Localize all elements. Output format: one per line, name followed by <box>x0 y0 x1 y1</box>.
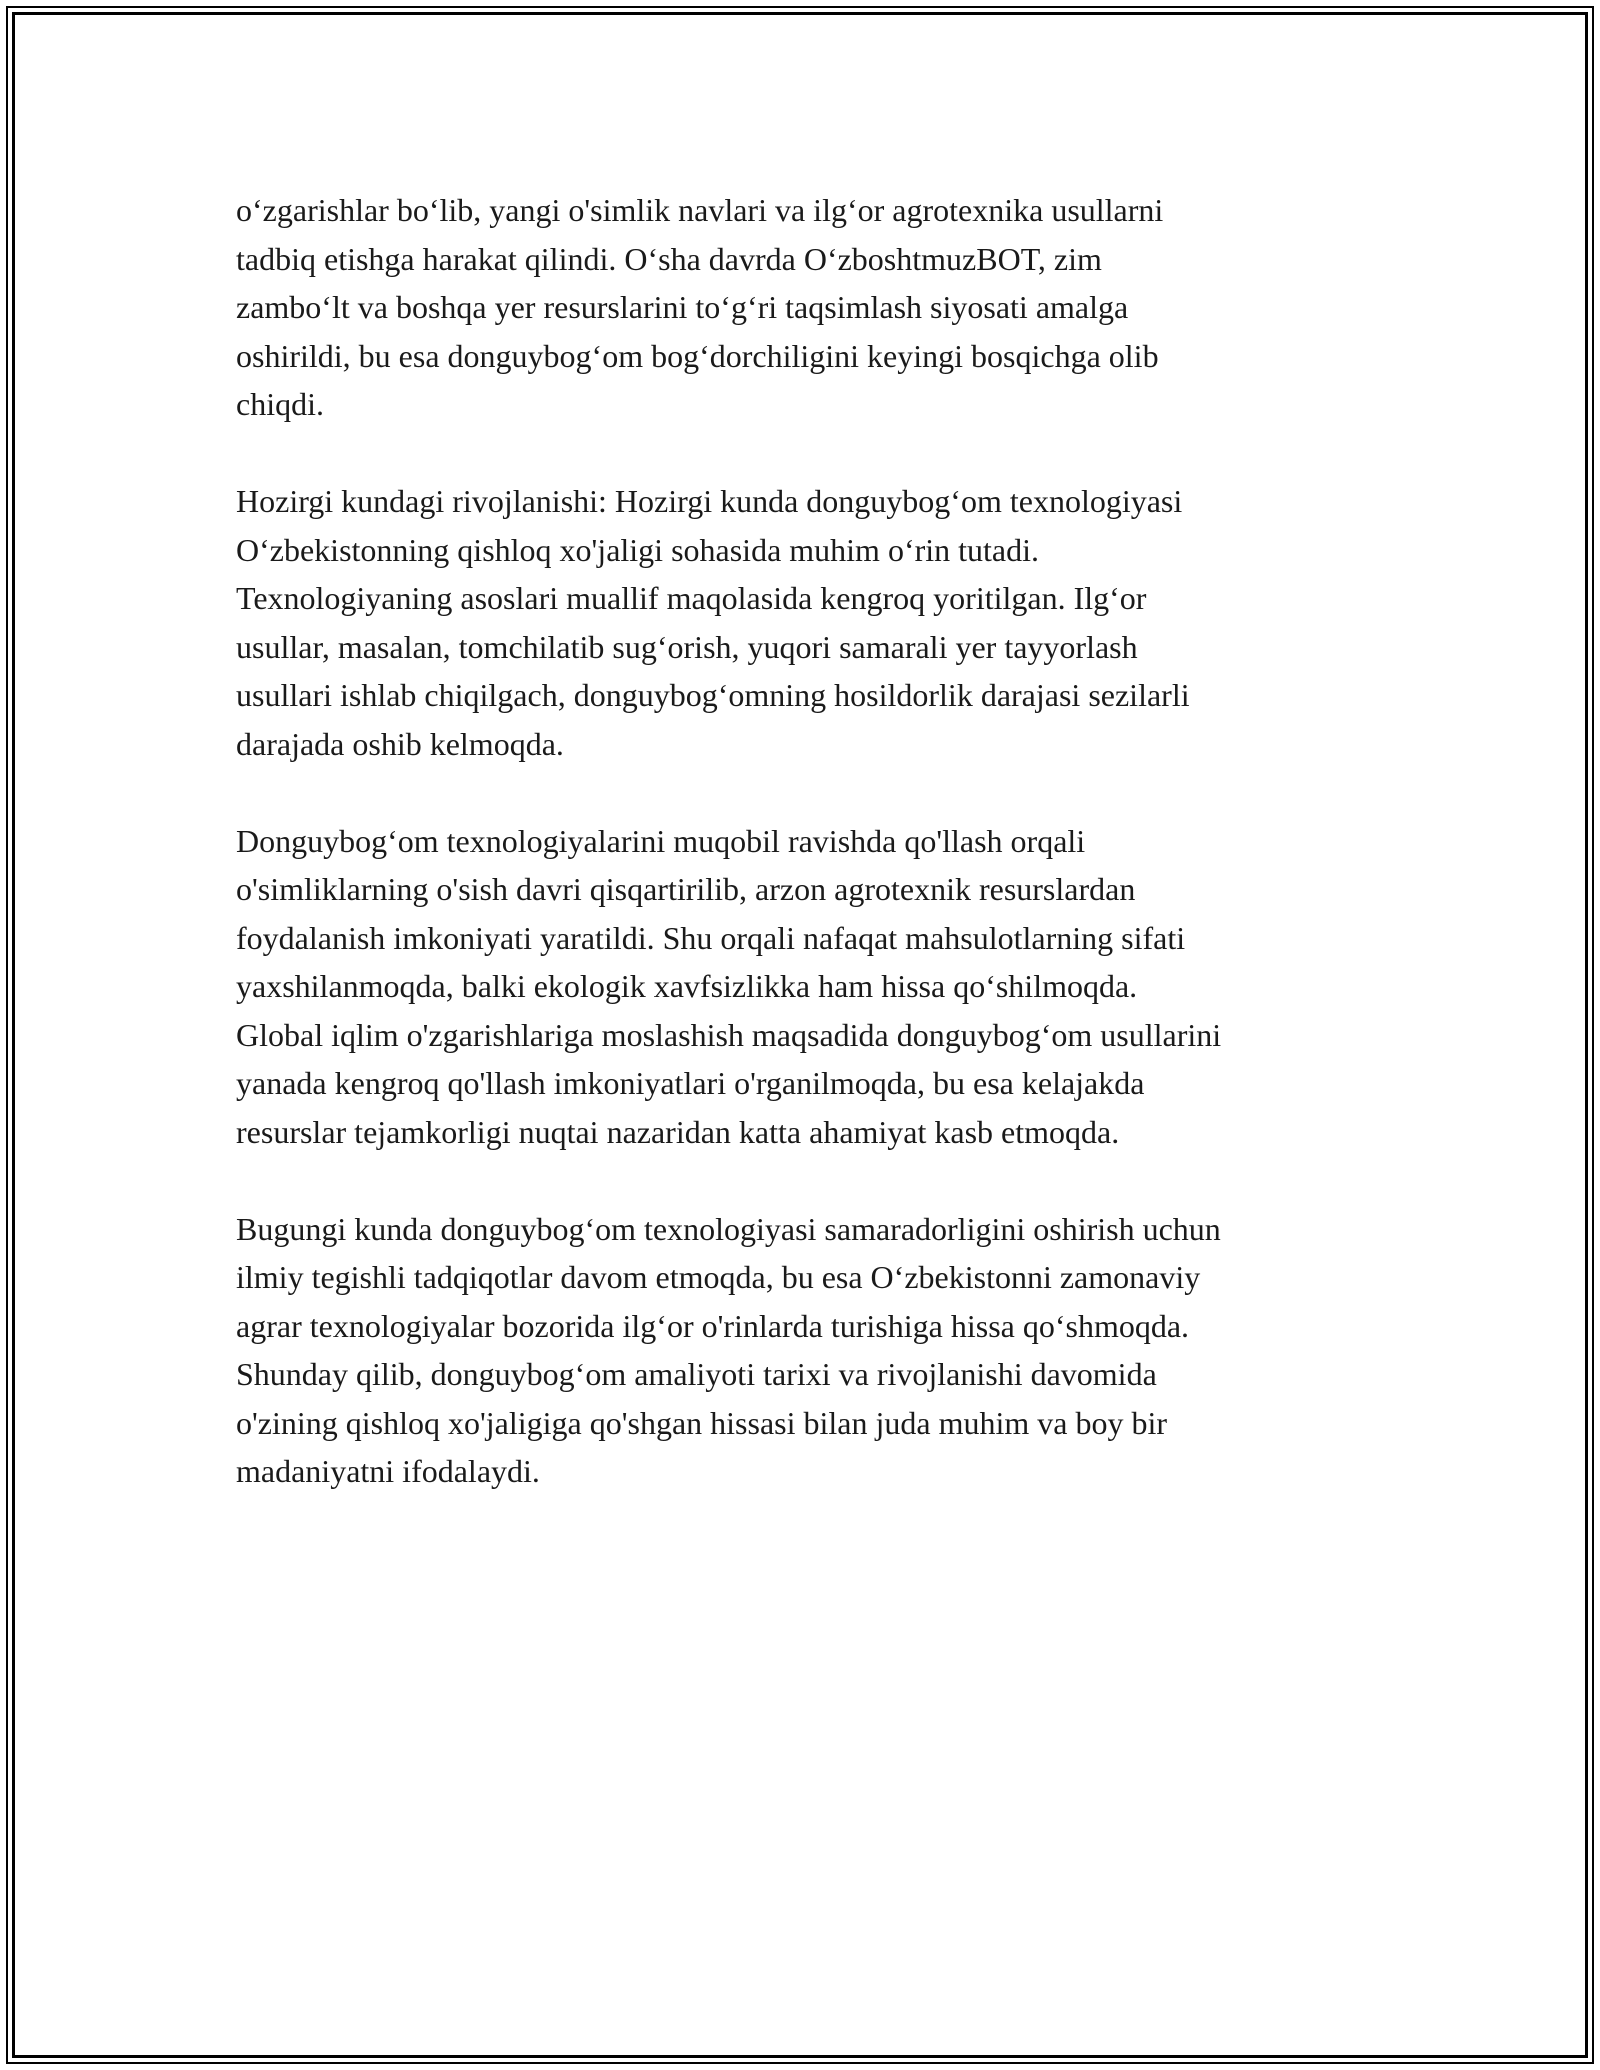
text-line: Bugungi kunda donguybog‘om texnologiyasi samaradorligini oshirish uchun <box>236 1210 1221 1247</box>
text-line: yanada kengroq qo'llash imkoniyatlari o'rganilmoqda, bu esa kelajakda <box>236 1065 1145 1101</box>
text-line: zambo‘lt va boshqa yer resurslarini to‘g‘ri taqsimlash siyosati amalga <box>236 289 1129 325</box>
text-line: oshirildi, bu esa donguybog‘om bog‘dorchiligini keyingi bosqichga olib <box>236 337 1159 374</box>
text-line: Donguybog‘om texnologiyalarini muqobil ravishda qo'llash orqali <box>236 822 1086 859</box>
text-line: foydalanish imkoniyati yaratildi. Shu orqali nafaqat mahsulotlarning sifati <box>236 919 1186 956</box>
text-line: usullari ishlab chiqilgach, donguybog‘omning hosildorlik darajasi sezilarli <box>236 677 1190 713</box>
paragraph-2 <box>236 477 1376 768</box>
text-line: Hozirgi kundagi rivojlanishi: Hozirgi kunda donguybog‘om texnologiyasi <box>236 483 1183 519</box>
document-body <box>236 186 1376 1544</box>
text-line: usullar, masalan, tomchilatib sug‘orish, yuqori samarali yer tayyorlash <box>236 628 1138 665</box>
text-line: darajada oshib kelmoqda. <box>236 725 564 762</box>
text-line: O‘zbekistonning qishloq xo'jaligi sohasida muhim o‘rin tutadi. <box>236 531 1040 568</box>
text-line: Shunday qilib, donguybog‘om amaliyoti tarixi va rivojlanishi davomida <box>236 1356 1157 1392</box>
text-line: o'simliklarning o'sish davri qisqartirilib, arzon agrotexnik resurslardan <box>236 871 1136 907</box>
paragraph-4 <box>236 1205 1376 1496</box>
text-line: yaxshilanmoqda, balki ekologik xavfsizlikka ham hissa qo‘shilmoqda. <box>236 968 1138 1004</box>
paragraph-1 <box>236 186 1376 429</box>
text-line: ilmiy tegishli tadqiqotlar davom etmoqda, bu esa O‘zbekistonni zamonaviy <box>236 1259 1201 1295</box>
text-line: resurslar tejamkorligi nuqtai nazaridan katta ahamiyat kasb etmoqda. <box>236 1113 1120 1150</box>
text-line: o'zining qishloq xo'jaligiga qo'shgan hissasi bilan juda muhim va boy bir <box>236 1404 1167 1441</box>
paragraph-3 <box>236 817 1376 1157</box>
text-line: o‘zgarishlar bo‘lib, yangi o'simlik navlari va ilg‘or agrotexnika usullarni <box>236 192 1164 228</box>
text-line: Texnologiyaning asoslari muallif maqolasida kengroq yoritilgan. Ilg‘or <box>236 580 1147 616</box>
text-line: tadbiq etishga harakat qilindi. O‘sha davrda O‘zboshtmuzBOT, zim <box>236 240 1102 277</box>
text-line: madaniyatni ifodalaydi. <box>236 1453 540 1489</box>
text-line: Global iqlim o'zgarishlariga moslashish maqsadida donguybog‘om usullarini <box>236 1016 1222 1053</box>
text-line: chiqdi. <box>236 386 324 422</box>
text-line: agrar texnologiyalar bozorida ilg‘or o'rinlarda turishiga hissa qo‘shmoqda. <box>236 1307 1190 1344</box>
